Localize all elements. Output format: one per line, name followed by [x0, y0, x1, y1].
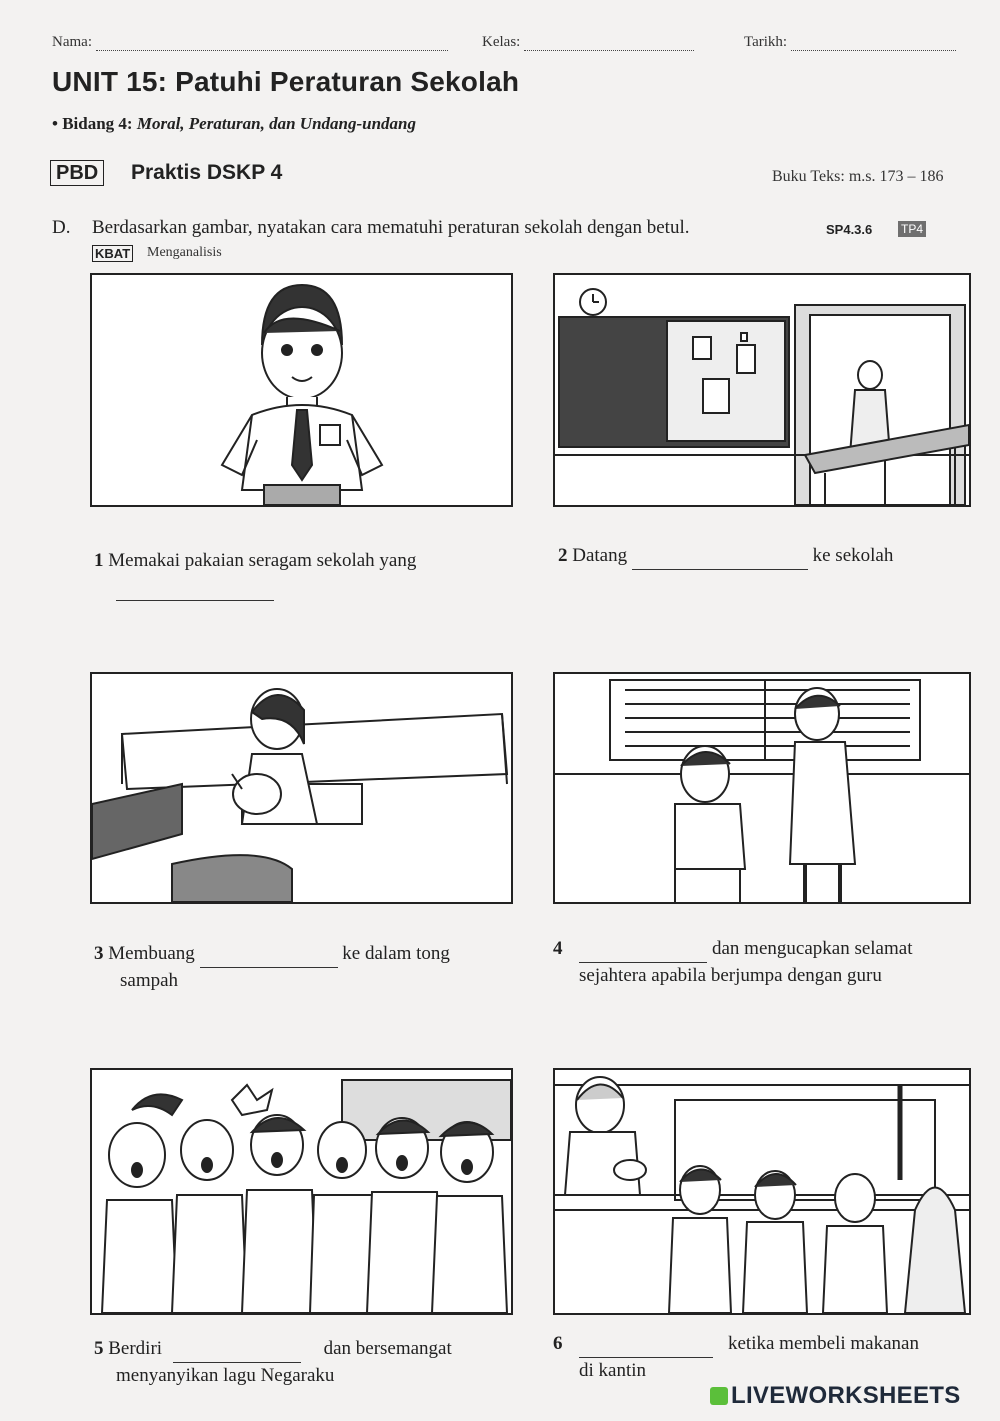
tarikh-blank[interactable]: [791, 50, 956, 51]
instruction-letter: D.: [52, 217, 71, 238]
greet-teacher-illustration: [555, 674, 969, 902]
question-2-text-after: ke sekolah: [812, 545, 894, 566]
nama-label: Nama:: [52, 34, 92, 50]
question-1-text: Memakai pakaian seragam sekolah yang: [108, 550, 417, 571]
question-4-number: 4: [553, 938, 563, 959]
question-2-text-before: Datang: [572, 545, 628, 566]
tp-badge: TP4: [898, 221, 926, 237]
question-1-number: 1: [94, 550, 104, 571]
unit-title: UNIT 15: Patuhi Peraturan Sekolah: [52, 66, 520, 97]
bidang-line: [52, 114, 416, 134]
question-3: [94, 941, 512, 994]
question-1-answer-blank[interactable]: [116, 574, 274, 601]
picture-5-singing-negaraku: [90, 1068, 513, 1315]
question-5-text-after: dan bersemangat: [323, 1338, 452, 1359]
bidang-label: Bidang 4:: [62, 114, 133, 133]
canteen-queue-illustration: [555, 1070, 969, 1313]
question-3-text-line2: sampah: [120, 970, 179, 991]
question-5-text-line2: menyanyikan lagu Negaraku: [116, 1365, 335, 1386]
question-6-answer-blank[interactable]: [579, 1331, 713, 1358]
question-4-text-line2: sejahtera apabila berjumpa dengan guru: [579, 965, 882, 986]
picture-1-uniform: [90, 273, 513, 507]
question-5-answer-blank[interactable]: [173, 1336, 301, 1363]
question-3-number: 3: [94, 943, 104, 964]
praktis-title: Praktis DSKP 4: [131, 161, 283, 184]
liveworksheets-text: LIVEWORKSHEETS: [731, 1382, 961, 1409]
question-5: [94, 1336, 512, 1389]
liveworksheets-logo: [710, 1382, 961, 1410]
question-3-text-before: Membuang: [108, 943, 195, 964]
bidang-value: Moral, Peraturan, dan Undang-undang: [136, 114, 417, 133]
picture-3-canteen-bin: [90, 672, 513, 904]
question-5-text-before: Berdiri: [108, 1338, 163, 1359]
picture-4-greet-teacher: [553, 672, 971, 904]
sp-code: SP4.3.6: [826, 222, 873, 237]
nama-blank[interactable]: [96, 50, 448, 51]
question-6-text-after: ketika membeli makanan: [728, 1333, 919, 1354]
question-3-text-after: ke dalam tong: [342, 943, 450, 964]
kelas-label: Kelas:: [482, 34, 521, 50]
buku-teks: Buku Teks: m.s. 173 – 186: [772, 168, 944, 185]
question-6-text-line2: di kantin: [579, 1360, 647, 1381]
question-2-answer-blank[interactable]: [632, 543, 808, 570]
kelas-blank[interactable]: [524, 50, 694, 51]
nama-field: [52, 34, 448, 51]
question-3-answer-blank[interactable]: [200, 941, 338, 968]
liveworksheets-icon: [710, 1387, 728, 1405]
question-6-number: 6: [553, 1333, 563, 1354]
question-2-number: 2: [558, 545, 568, 566]
question-6: [553, 1331, 973, 1384]
kbat-label: Menganalisis: [147, 245, 222, 260]
boy-uniform-illustration: [92, 275, 511, 505]
pbd-badge: PBD: [50, 160, 104, 186]
question-5-number: 5: [94, 1338, 104, 1359]
question-2: [558, 543, 970, 570]
classroom-illustration: [555, 275, 969, 505]
question-1: [94, 548, 512, 601]
question-4: [553, 936, 973, 989]
girl-bin-illustration: [92, 674, 511, 902]
kelas-field: [482, 34, 694, 51]
question-4-answer-blank[interactable]: [579, 936, 707, 963]
picture-6-canteen-queue: [553, 1068, 971, 1315]
bullet-icon: •: [52, 114, 58, 133]
question-4-text-after: dan mengucapkan selamat: [712, 938, 913, 959]
tarikh-field: [744, 34, 956, 51]
picture-2-classroom: [553, 273, 971, 507]
instruction-text: Berdasarkan gambar, nyatakan cara mematuhi peraturan sekolah dengan betul.: [92, 217, 690, 238]
kbat-badge: KBAT: [92, 245, 133, 262]
tarikh-label: Tarikh:: [744, 34, 788, 50]
students-singing-illustration: [92, 1070, 511, 1313]
